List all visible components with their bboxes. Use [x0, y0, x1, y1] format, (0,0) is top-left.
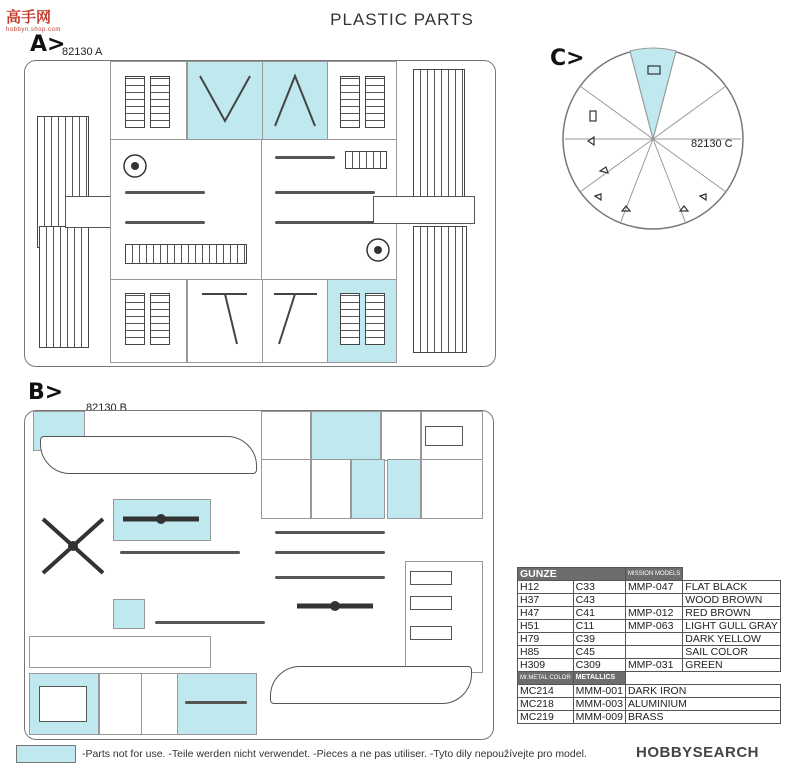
sprue-a-frame — [24, 60, 496, 367]
sprue-a-engine-front-part — [122, 153, 148, 179]
paint-cell-c: C41 — [573, 607, 625, 620]
sprue-b-part — [155, 621, 265, 624]
site-logo: 高手网 hobbyn.shop.com — [6, 9, 61, 33]
sprue-c-label: C> — [550, 46, 585, 71]
paint-cell-name: FLAT BLACK — [683, 581, 781, 594]
sprue-b-fuselage-half — [270, 666, 472, 704]
sprue-a-code: 82130 A — [62, 46, 103, 58]
metal-cell-mc: MC219 — [518, 711, 574, 724]
paint-cell-c: C11 — [573, 620, 625, 633]
not-for-use-swatch — [16, 745, 76, 763]
sprue-b-propeller-part — [295, 591, 375, 621]
sprue-a-cell — [110, 61, 187, 141]
metal-cell-mc: MC214 — [518, 685, 574, 698]
paint-cell-c: C39 — [573, 633, 625, 646]
metal-cell-name: DARK IRON — [625, 685, 780, 698]
sprue-a-cell — [110, 279, 187, 363]
sprue-b-cell — [29, 636, 211, 668]
sprue-b-cell — [311, 459, 351, 519]
sprue-a-cell — [327, 61, 397, 141]
sprue-b-propeller-part — [33, 511, 113, 581]
sprue-b-cell-not-for-use — [177, 673, 257, 735]
sprue-a-right-wing-lower — [413, 226, 467, 353]
paint-cell-name: SAIL COLOR — [683, 646, 781, 659]
sprue-a-part — [275, 156, 335, 159]
paint-cell-mmp — [625, 646, 682, 659]
sprue-a-cockpit-part — [373, 196, 475, 224]
sprue-a-part — [125, 76, 145, 128]
sprue-a-strut-part — [195, 71, 255, 131]
sprue-b-cell-not-for-use — [113, 599, 145, 629]
sprue-a-part — [125, 191, 205, 194]
sprue-b-cell — [141, 673, 179, 735]
sprue-a-part — [125, 244, 247, 264]
paint-row — [518, 633, 781, 646]
paint-reference-table — [517, 567, 781, 724]
legend-text: -Parts not for use. -Teile werden nicht verwendet. -Pieces a ne pas utiliser. -Tyto dily nepoužívejte pro model. — [82, 748, 587, 760]
mission-models-header: MISSION MODELS — [625, 568, 682, 581]
sprue-b-part — [275, 551, 385, 554]
paint-cell-h: H12 — [518, 581, 574, 594]
sprue-b-cell-not-for-use — [387, 459, 421, 519]
paint-cell-mmp: MMP-031 — [625, 659, 682, 672]
metal-paint-row — [518, 711, 781, 724]
paint-cell-h: H47 — [518, 607, 574, 620]
sprue-b-frame — [24, 410, 494, 740]
sprue-a-part — [365, 76, 385, 128]
sprue-a-part — [340, 293, 360, 345]
sprue-a-part — [340, 76, 360, 128]
sprue-b-cell — [261, 411, 311, 461]
paint-row — [518, 620, 781, 633]
sprue-b-part — [275, 576, 385, 579]
watermark: HOBBYSEARCH — [636, 744, 760, 761]
sprue-a-part — [275, 221, 375, 224]
sprue-c-code: 82130 C — [691, 138, 733, 150]
paint-row — [518, 646, 781, 659]
paint-cell-mmp: MMP-063 — [625, 620, 682, 633]
sprue-a-strut-part — [197, 289, 253, 349]
sprue-a-strut-part — [265, 71, 325, 131]
sprue-b-part — [185, 701, 247, 704]
paint-row — [518, 594, 781, 607]
sprue-a-part — [125, 293, 145, 345]
sprue-b-part — [39, 686, 87, 722]
gunze-header: GUNZE — [518, 568, 626, 581]
sprue-a-part — [150, 76, 170, 128]
sprue-b-cell — [261, 459, 311, 519]
paint-cell-mmp: MMP-012 — [625, 607, 682, 620]
metal-cell-name: ALUMINIUM — [625, 698, 780, 711]
sprue-b-propeller-part — [121, 507, 201, 531]
sprue-b-part — [425, 426, 463, 446]
sprue-a-part — [150, 293, 170, 345]
metal-paint-row — [518, 685, 781, 698]
paint-cell-h: H51 — [518, 620, 574, 633]
sprue-a-part — [365, 293, 385, 345]
metal-header-row — [518, 672, 781, 685]
sprue-b-part — [275, 531, 385, 534]
mr-metal-color-header: Mr.METAL COLOR — [518, 672, 574, 685]
sprue-a-part — [125, 221, 205, 224]
sprue-b-part — [410, 571, 452, 585]
sprue-a-center-section — [65, 196, 113, 228]
paint-row — [518, 659, 781, 672]
paint-cell-mmp: MMP-047 — [625, 581, 682, 594]
paint-cell-name: WOOD BROWN — [683, 594, 781, 607]
paint-cell-name: DARK YELLOW — [683, 633, 781, 646]
paint-cell-c: C43 — [573, 594, 625, 607]
paint-cell-h: H309 — [518, 659, 574, 672]
paint-table-body — [518, 568, 781, 724]
metal-cell-mmm: MMM-001 — [573, 685, 625, 698]
paint-cell-c: C309 — [573, 659, 625, 672]
sprue-b-part — [410, 596, 452, 610]
sprue-b-cell-not-for-use — [351, 459, 385, 519]
metal-cell-mmm: MMM-003 — [573, 698, 625, 711]
sprue-b-cell-not-for-use — [311, 411, 381, 461]
sprue-a-right-wing-upper — [413, 69, 465, 201]
paint-cell-name: GREEN — [683, 659, 781, 672]
sprue-a-cell-not-for-use — [327, 279, 397, 363]
paint-cell-h: H79 — [518, 633, 574, 646]
sprue-a-left-wing-lower — [39, 226, 89, 348]
paint-row — [518, 607, 781, 620]
sprue-a-part — [275, 191, 375, 194]
sprue-a-part — [345, 151, 387, 169]
paint-cell-name: LIGHT GULL GRAY — [683, 620, 781, 633]
metallics-header: METALLICS — [573, 672, 625, 685]
paint-cell-c: C45 — [573, 646, 625, 659]
paint-row — [518, 581, 781, 594]
metal-cell-mc: MC218 — [518, 698, 574, 711]
paint-cell-name: RED BROWN — [683, 607, 781, 620]
paint-cell-h: H85 — [518, 646, 574, 659]
sprue-b-part — [410, 626, 452, 640]
metal-cell-mmm: MMM-009 — [573, 711, 625, 724]
paint-cell-mmp — [625, 633, 682, 646]
metal-cell-name: BRASS — [625, 711, 780, 724]
sprue-b-cell — [381, 411, 421, 461]
sprue-a-engine-front-part — [365, 237, 391, 263]
sprue-b-part — [120, 551, 240, 554]
paint-cell-mmp — [625, 594, 682, 607]
paint-cell-h: H37 — [518, 594, 574, 607]
page-title: PLASTIC PARTS — [330, 10, 474, 29]
sprue-a-strut-part — [269, 289, 323, 349]
sprue-b-fuselage-half — [40, 436, 257, 474]
sprue-b-label: B> — [28, 380, 64, 405]
sprue-a-label: A> — [30, 32, 66, 57]
sprue-b-code: 82130 B — [86, 402, 127, 414]
metal-paint-row — [518, 698, 781, 711]
sprue-b-cell — [421, 459, 483, 519]
paint-cell-c: C33 — [573, 581, 625, 594]
paint-table-header-row — [518, 568, 781, 581]
